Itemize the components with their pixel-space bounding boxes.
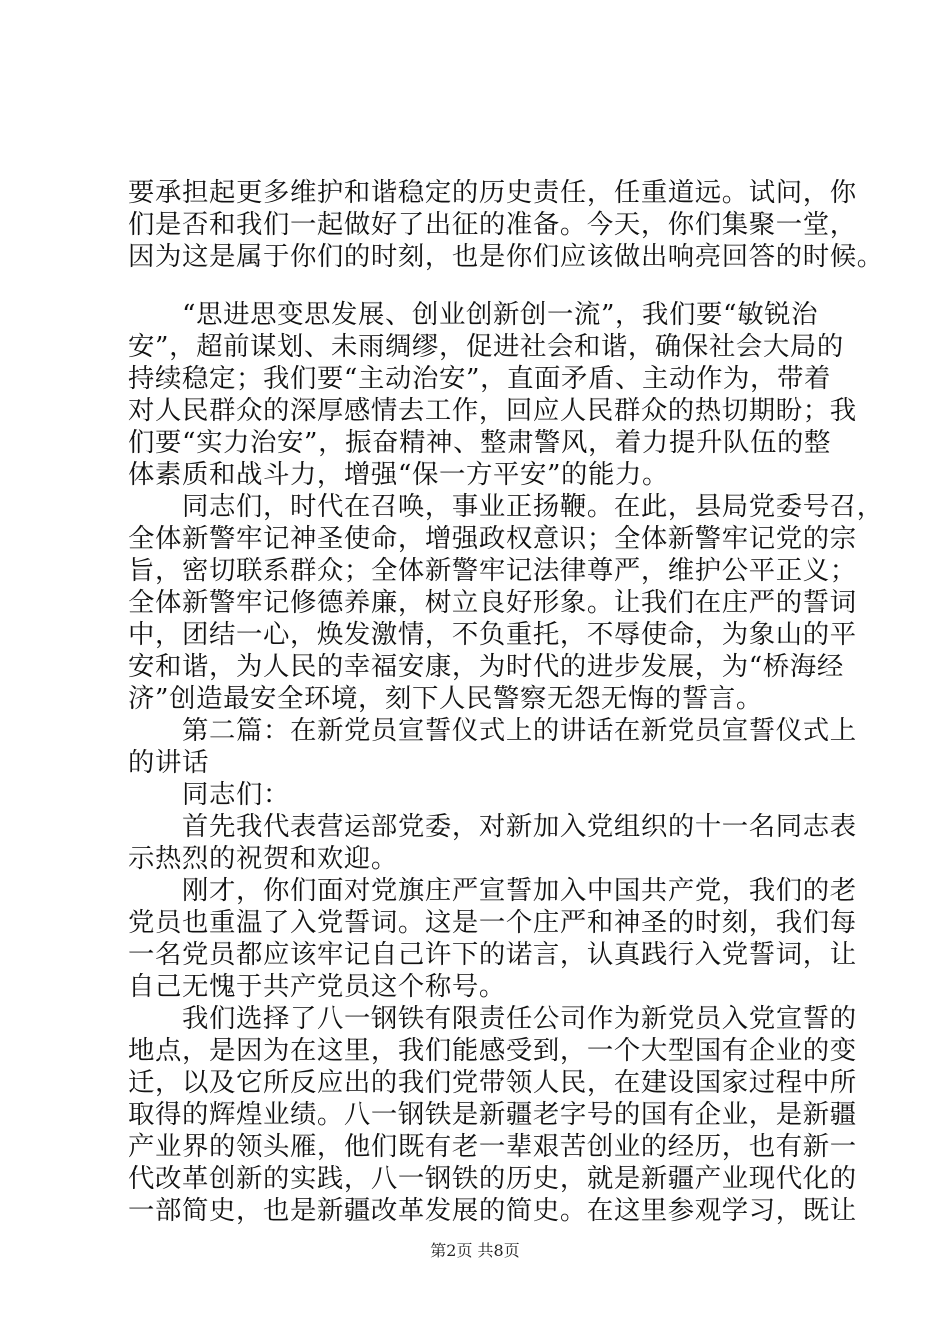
paragraph-line: 全体新警牢记神圣使命，增强政权意识；全体新警牢记党的宗 [128,523,857,554]
paragraph-line: 同志们，时代在召唤，事业正扬鞭。在此，县局党委号召， [182,491,884,522]
paragraph-line: 自己无愧于共产党员这个称号。 [128,971,506,1002]
paragraph-line: 代改革创新的实践，八一钢铁的历史，就是新疆产业现代化的 [128,1163,857,1194]
paragraph-line: “思进思变思发展、创业创新创一流”，我们要“敏锐治 [182,299,819,330]
paragraph-line: 取得的辉煌业绩。八一钢铁是新疆老字号的国有企业，是新疆 [128,1099,857,1130]
section-heading-line: 的讲话 [128,747,209,778]
paragraph-line: 刚才，你们面对党旗庄严宣誓加入中国共产党，我们的老 [182,875,857,906]
paragraph-line: 全体新警牢记修德养廉，树立良好形象。让我们在庄严的誓词 [128,587,857,618]
paragraph-line: 示热烈的祝贺和欢迎。 [128,843,398,874]
paragraph-line: 体素质和战斗力，增强“保一方平安”的能力。 [128,459,670,490]
paragraph-line: 产业界的领头雁，他们既有老一辈艰苦创业的经历，也有新一 [128,1131,857,1162]
section-heading-line: 第二篇：在新党员宣誓仪式上的讲话在新党员宣誓仪式上 [182,715,857,746]
paragraph-line: 济”创造最安全环境，刻下人民警察无怨无悔的誓言。 [128,683,763,714]
paragraph-line: 党员也重温了入党誓词。这是一个庄严和神圣的时刻，我们每 [128,907,857,938]
paragraph-line: 安”，超前谋划、未雨绸缪，促进社会和谐，确保社会大局的 [128,331,844,362]
paragraph-line: 迁，以及它所反应出的我们党带领人民，在建设国家过程中所 [128,1067,857,1098]
paragraph-line: 安和谐，为人民的幸福安康，为时代的进步发展，为“桥海经 [128,651,844,682]
paragraph-line: 地点，是因为在这里，我们能感受到，一个大型国有企业的变 [128,1035,857,1066]
salutation-line: 同志们： [182,779,290,810]
paragraph-line: 因为这是属于你们的时刻，也是你们应该做出响亮回答的时候。 [128,241,884,272]
paragraph-line: 首先我代表营运部党委，对新加入党组织的十一名同志表 [182,811,857,842]
paragraph-line: 们要“实力治安”，振奋精神、整肃警风，着力提升队伍的整 [128,427,831,458]
paragraph-line: 中，团结一心，焕发激情，不负重托，不辱使命，为象山的平 [128,619,857,650]
paragraph-line: 们是否和我们一起做好了出征的准备。今天，你们集聚一堂， [128,209,857,240]
page-number-footer: 第2页 共8页 [430,1241,520,1260]
paragraph-line: 我们选择了八一钢铁有限责任公司作为新党员入党宣誓的 [182,1003,857,1034]
paragraph-line: 对人民群众的深厚感情去工作，回应人民群众的热切期盼；我 [128,395,857,426]
paragraph-line: 要承担起更多维护和谐稳定的历史责任，任重道远。试问，你 [128,177,857,208]
paragraph-line: 一名党员都应该牢记自己许下的诺言，认真践行入党誓词，让 [128,939,857,970]
paragraph-line: 一部简史，也是新疆改革发展的简史。在这里参观学习，既让 [128,1195,857,1226]
paragraph-line: 持续稳定；我们要“主动治安”，直面矛盾、主动作为，带着 [128,363,831,394]
paragraph-line: 旨，密切联系群众；全体新警牢记法律尊严，维护公平正义； [128,555,857,586]
